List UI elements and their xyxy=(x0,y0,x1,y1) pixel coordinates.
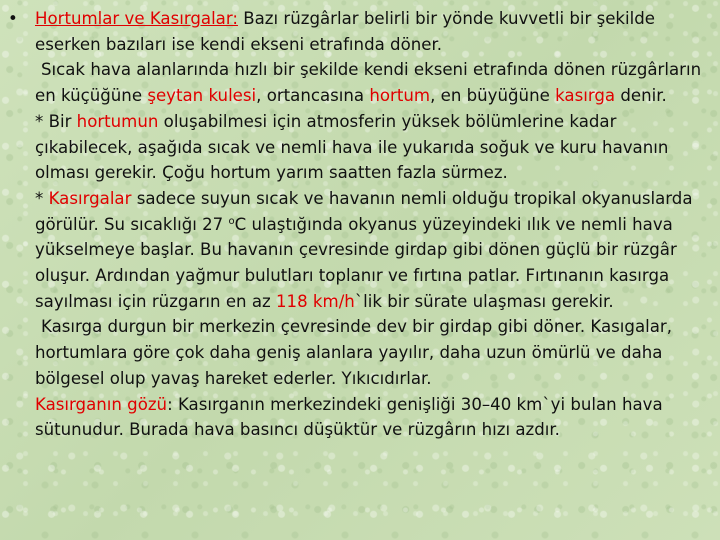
slide-body xyxy=(8,6,714,443)
paragraph-kasirga xyxy=(8,186,714,315)
types-text-d: denir. xyxy=(615,86,667,106)
intro-text: Bazı rüzgârlar belirli bir yönde kuvvetli bir şekilde eserken bazıları ise kendi ekseni etrafında döner. xyxy=(35,9,655,54)
paragraph-kasirga-eye xyxy=(8,392,714,443)
term-hortum: hortum xyxy=(369,86,431,106)
kasirga-text-b: sadece suyun sıcak ve havanın nemli olduğu tropikal okyanuslarda görülür. Su sıcaklığı 27 xyxy=(35,188,693,234)
movement-text: Kasırga durgun bir merkezin çevresinde dev bir girdap gibi döner. Kasıgalar, hortumlara göre çok daha geniş alanlara yayılır, daha uzun ömürlü ve daha bölgesel olup yavaş hareket ederler. Yıkıcıdırlar. xyxy=(35,317,672,388)
term-kasirgalar: Kasırgalar xyxy=(48,188,132,208)
speed-value: 118 km/h xyxy=(275,291,355,311)
kasirga-text-a: * xyxy=(35,188,49,208)
types-text-a: Sıcak hava alanlarında hızlı bir şekilde kendi ekseni etrafında dönen rüzgârların en küçüğüne xyxy=(35,60,702,106)
types-text-b: , ortancasına xyxy=(256,86,370,106)
term-kasirganin-gozu: Kasırganın gözü xyxy=(35,394,168,414)
paragraph-intro xyxy=(8,6,714,57)
bullet-icon: • xyxy=(8,9,18,28)
degree-superscript: o xyxy=(228,215,235,227)
paragraph-kasirga-movement xyxy=(8,314,714,391)
hortum-text-a: * Bir xyxy=(35,111,77,131)
types-text-c: , en büyüğüne xyxy=(430,86,556,106)
term-kasirga: kasırga xyxy=(555,86,616,106)
kasirga-text-d: `lik bir sürate ulaşması gerekir. xyxy=(354,291,614,311)
term-seytan-kulesi: şeytan kulesi xyxy=(147,86,257,106)
term-hortumun: hortumun xyxy=(76,111,159,131)
eye-text: : Kasırganın merkezindeki genişliği 30–40 km`yi bulan hava sütunudur. Burada hava basıncı düşüktür ve rüzgârın hızı azdır. xyxy=(35,394,663,440)
kasirga-text-c: C ulaştığında okyanus yüzeyindeki ılık ve nemli hava yükselmeye başlar. Bu havanın çevresinde girdap gibi dönen güçlü bir rüzgâr oluşur. Ardından yağmur bulutları toplanır ve fırtına patlar. Fırtınanın kasırga sayılması için rüzgarın en az xyxy=(35,214,677,311)
paragraph-types xyxy=(8,57,714,108)
hortum-text-b: oluşabilmesi için atmosferin yüksek bölümlerine kadar çıkabilecek, aşağıda sıcak ve nemli hava ile yukarıda soğuk ve kuru havanın olması gerekir. Çoğu hortum yarım saatten fazla sürmez. xyxy=(35,111,669,183)
heading-hortumlar-kasirgalar: Hortumlar ve Kasırgalar: xyxy=(35,9,238,28)
paragraph-hortum xyxy=(8,109,714,186)
